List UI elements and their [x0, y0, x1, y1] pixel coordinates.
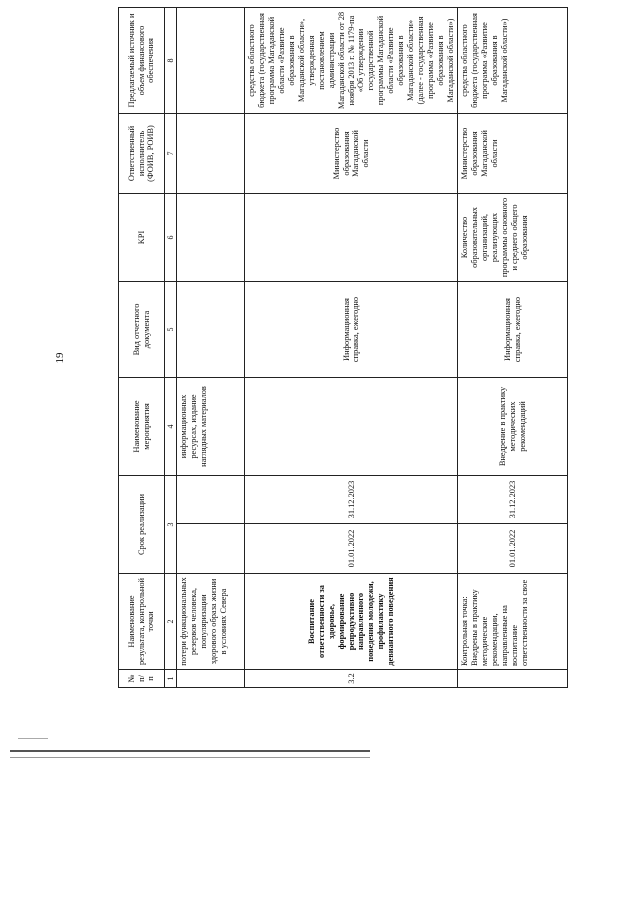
row-report [177, 282, 245, 378]
row-end-date: 31.12.2023 [245, 476, 458, 524]
row-start-date [177, 524, 245, 574]
page-number: 19 [54, 352, 66, 364]
header-kpi: KPI [119, 194, 165, 282]
header-result: Наименование результата, контрольной точки [119, 574, 165, 670]
column-number: 2 [165, 574, 177, 670]
scan-edge-line [10, 757, 370, 758]
column-number: 7 [165, 114, 177, 194]
column-number: 6 [165, 194, 177, 282]
row-result: Контрольная точка: Внедрены в практику методические рекомендации, направленные на воспитание ответственности за свое [458, 574, 568, 670]
row-funding: средства областного бюджета (государственная программа Магаданской области «Развитие образования в Магаданской области», утвержденная постановлением администрации Магаданской области от 28 ноября 2013 г. № 1179-па «Об утверждении государственной программы Магаданской области «Развитие образования в Магаданской области» (далее - государственная программа «Развитие образования в Магаданской области») [245, 8, 458, 114]
row-number [177, 670, 245, 688]
row-result: потери функциональных резервов человека, популяризации здорового образа жизни в условиях Севера [177, 574, 245, 670]
scan-edge-line [10, 750, 370, 752]
rotated-table-sheet [118, 8, 578, 688]
header-executor: Ответственный исполнитель (ФОИВ, РОИВ) [119, 114, 165, 194]
row-executor: Министерство образования Магаданской области [458, 114, 568, 194]
row-activity [245, 378, 458, 476]
header-period: Срок реализации [119, 476, 165, 574]
row-number: 3.2 [245, 670, 458, 688]
header-number: № п/п [119, 670, 165, 688]
header-activity: Наименование мероприятия [119, 378, 165, 476]
header-funding: Предлагаемый источник и объем финансового обеспечения [119, 8, 165, 114]
row-report: Информационная справка, ежегодно [245, 282, 458, 378]
scan-mark [18, 738, 48, 739]
header-report: Вид отчетного документа [119, 282, 165, 378]
row-funding: средства областного бюджета (государственная программа «Развитие образования в Магаданской области») [458, 8, 568, 114]
table-row [458, 8, 568, 688]
row-end-date [177, 476, 245, 524]
column-number: 1 [165, 670, 177, 688]
row-result: Воспитание ответственности за здоровье, формирование репродуктивно направленного поведения молодежи, профилактику девиантного поведения [245, 574, 458, 670]
row-report: Информационная справка, ежегодно [458, 282, 568, 378]
row-kpi: Количество образовательных организаций, реализующих программы основного и среднего общего образования [458, 194, 568, 282]
row-number [458, 670, 568, 688]
activities-table [118, 7, 568, 688]
column-number: 5 [165, 282, 177, 378]
row-start-date: 01.01.2022 [245, 524, 458, 574]
table-row [245, 8, 458, 688]
row-activity: информационных ресурсах, издание наглядных материалов [177, 378, 245, 476]
row-executor: Министерство образования Магаданской области [245, 114, 458, 194]
row-funding [177, 8, 245, 114]
row-executor [177, 114, 245, 194]
column-number: 4 [165, 378, 177, 476]
row-end-date: 31.12.2023 [458, 476, 568, 524]
row-activity: Внедрение в практику методических рекомендаций [458, 378, 568, 476]
row-start-date: 01.01.2022 [458, 524, 568, 574]
table-row [177, 8, 245, 688]
row-kpi [245, 194, 458, 282]
row-kpi [177, 194, 245, 282]
column-number: 8 [165, 8, 177, 114]
column-number: 3 [165, 476, 177, 574]
